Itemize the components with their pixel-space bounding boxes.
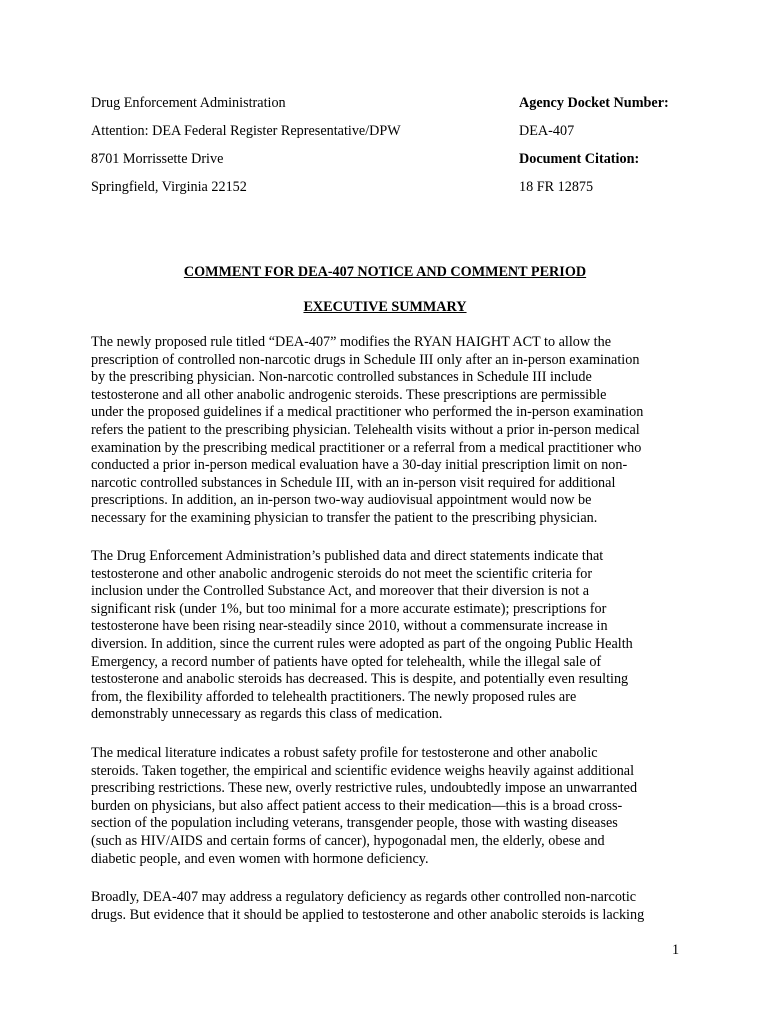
street-address: 8701 Morrissette Drive: [91, 151, 224, 167]
text-line: drugs. But evidence that it should be applied to testosterone and other anabolic steroids is lacking: [91, 906, 645, 923]
text-line: demonstrably unnecessary as regards this class of medication.: [91, 706, 443, 723]
document-title: COMMENT FOR DEA-407 NOTICE AND COMMENT PERIOD: [183, 264, 587, 280]
text-line: testosterone and all other anabolic androgenic steroids. These prescriptions are permissible: [91, 386, 607, 403]
text-line: (such as HIV/AIDS and certain forms of cancer), hypogonadal men, the elderly, obese and: [91, 832, 605, 849]
text-line: testosterone and other anabolic androgenic steroids do not meet the scientific criteria for: [91, 565, 593, 582]
citation-value: 18 FR 12875: [519, 179, 594, 195]
text-line: Broadly, DEA-407 may address a regulatory deficiency as regards other controlled non-narcotic: [91, 889, 637, 905]
paragraph: [91, 745, 691, 868]
text-line: The newly proposed rule titled “DEA-407” modifies the RYAN HAIGHT ACT to allow the: [91, 334, 611, 350]
text-line: narcotic controlled substances in Schedule III, with an in-person visit required for additional: [91, 474, 616, 491]
paragraph: [91, 889, 691, 924]
text-line: examination by the prescribing medical practitioner or a referral from a medical practitioner who: [91, 439, 642, 456]
agency-name: Drug Enforcement Administration: [91, 95, 286, 111]
text-line: from, the flexibility afforded to telehealth practitioners. The newly proposed rules are: [91, 688, 577, 705]
docket-label: Agency Docket Number:: [519, 95, 669, 111]
text-line: by the prescribing physician. Non-narcotic controlled substances in Schedule III include: [91, 369, 592, 386]
text-line: refers the patient to the prescribing physician. Telehealth visits without a prior in-person medical: [91, 421, 640, 438]
text-line: necessary for the examining physician to transfer the patient to the prescribing physician.: [91, 509, 598, 526]
text-line: diversion. In addition, since the current rules were adopted as part of the ongoing Public Health: [91, 635, 633, 652]
text-line: section of the population including veterans, transgender people, those with wasting diseases: [91, 815, 618, 832]
page-number: 1: [672, 942, 680, 958]
text-line: testosterone and anabolic steroids has decreased. This is despite, and potentially even resulting: [91, 671, 629, 688]
city-state-zip: Springfield, Virginia 22152: [91, 179, 247, 195]
citation-label: Document Citation:: [519, 151, 640, 167]
text-line: conducted a prior in-person medical evaluation have a 30-day initial prescription limit on non-: [91, 457, 628, 474]
text-line: inclusion under the Controlled Substance Act, and moreover that their diversion is not a: [91, 583, 590, 600]
paragraph: [91, 334, 691, 528]
text-line: prescribing restrictions. These new, overly restrictive rules, undoubtedly impose an unwarranted: [91, 780, 638, 797]
text-line: Emergency, a record number of patients have opted for telehealth, while the illegal sale of: [91, 653, 602, 670]
docket-value: DEA-407: [519, 123, 575, 139]
text-line: testosterone have been rising near-steadily since 2010, without a commensurate increase in: [91, 618, 608, 635]
text-line: diabetic people, and even women with hormone deficiency.: [91, 850, 429, 867]
text-line: prescriptions. In addition, an in-person two-way audiovisual appointment would now be: [91, 492, 592, 509]
text-line: The medical literature indicates a robust safety profile for testosterone and other anabolic: [91, 745, 598, 761]
text-line: significant risk (under 1%, but too minimal for a more accurate estimate); prescriptions for: [91, 600, 607, 617]
text-line: prescription of controlled non-narcotic drugs in Schedule III only after an in-person examination: [91, 351, 640, 368]
text-line: The Drug Enforcement Administration’s published data and direct statements indicate that: [91, 548, 604, 564]
attention-line: Attention: DEA Federal Register Representative/DPW: [91, 123, 401, 139]
paragraph: [91, 548, 691, 724]
text-line: burden on physicians, but also affect patient access to their medication—this is a broad cross-: [91, 797, 623, 814]
section-heading: EXECUTIVE SUMMARY: [303, 299, 467, 315]
text-line: under the proposed guidelines if a medical practitioner who performed the in-person examination: [91, 404, 644, 421]
text-line: steroids. Taken together, the empirical and scientific evidence weighs heavily against additional: [91, 762, 635, 779]
